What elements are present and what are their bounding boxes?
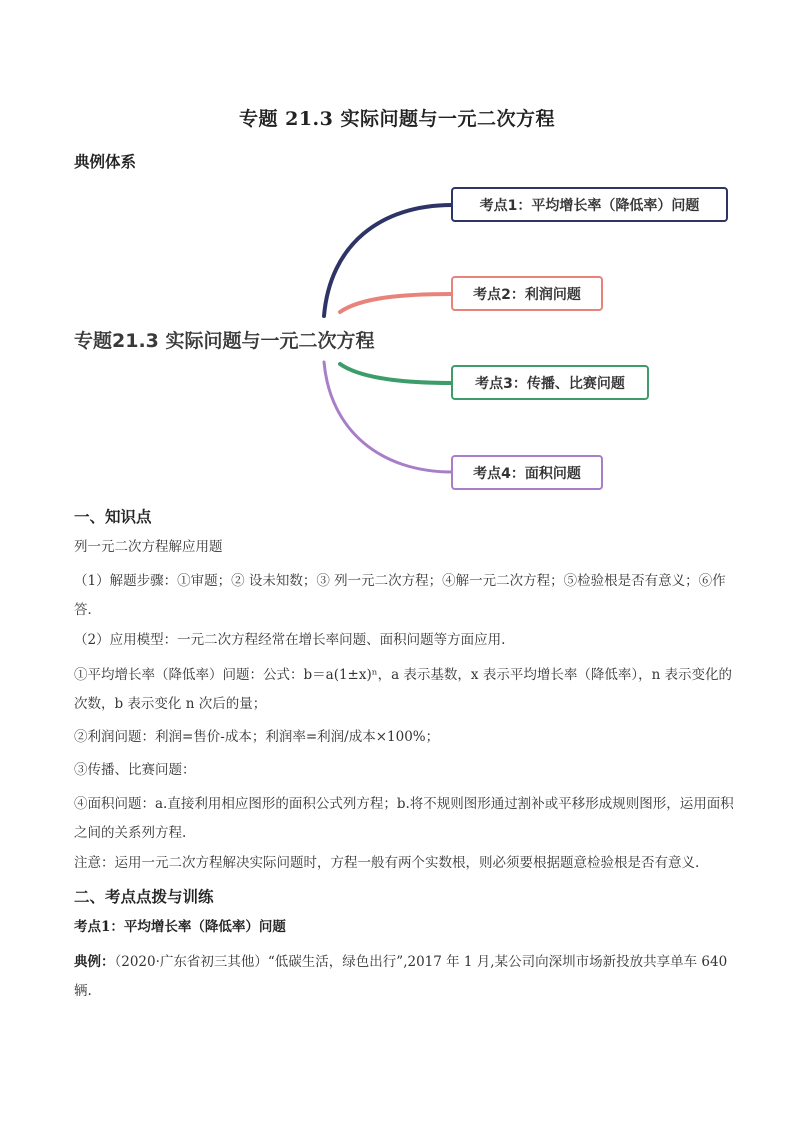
mindmap-node-3: 考点3：传播、比赛问题	[451, 365, 649, 400]
paragraph-models: （2）应用模型：一元二次方程经常在增长率问题、面积问题等方面应用.	[74, 632, 506, 648]
section-heading-training: 二、考点点拨与训练	[74, 887, 214, 906]
mindmap-node-4: 考点4：面积问题	[451, 455, 603, 490]
kaodian1-heading: 考点1：平均增长率（降低率）问题	[74, 919, 286, 935]
paragraph-intro: 列一元二次方程解应用题	[74, 539, 223, 555]
example-label: 典例：	[74, 954, 115, 970]
document-title: 专题 21.3 实际问题与一元二次方程	[238, 108, 555, 130]
paragraph-rate: ①平均增长率（降低率）问题：公式：b＝a(1±x)ⁿ，a 表示基数，x 表示平均增长率（降低率），n 表示变化的次数，b 表示变化 n 次后的量；	[74, 667, 733, 712]
mindmap-node-1: 考点1：平均增长率（降低率）问题	[451, 187, 728, 222]
example-text: （2020·广东省初三其他）“低碳生活，绿色出行”,2017 年 1 月,某公司向深圳市场新投放共享单车 640 辆.	[74, 954, 728, 999]
example-paragraph	[74, 948, 742, 1006]
paragraph-note: 注意：运用一元二次方程解决实际问题时，方程一般有两个实数根，则必须要根据题意检验根是否有意义.	[74, 855, 700, 871]
connector-1	[324, 205, 452, 316]
paragraph-profit: ②利润问题：利润=售价-成本；利润率=利润/成本×100%；	[74, 729, 440, 745]
section-heading-example-system: 典例体系	[74, 152, 137, 171]
mindmap-root: 专题21.3 实际问题与一元二次方程	[74, 330, 375, 352]
paragraph-area: ④面积问题：a.直接利用相应图形的面积公式列方程；b.将不规则图形通过割补或平移形成规则图形，运用面积之间的关系列方程.	[74, 796, 734, 841]
connector-2	[340, 294, 452, 312]
paragraph-spread: ③传播、比赛问题：	[74, 762, 196, 778]
mindmap-connectors	[0, 0, 794, 520]
section-heading-knowledge: 一、知识点	[74, 507, 152, 526]
connector-3	[340, 364, 452, 383]
mindmap-node-2: 考点2：利润问题	[451, 276, 603, 311]
paragraph-steps: （1）解题步骤：①审题；② 设未知数；③ 列一元二次方程；④解一元二次方程；⑤检验根是否有意义；⑥作答．	[74, 573, 726, 618]
